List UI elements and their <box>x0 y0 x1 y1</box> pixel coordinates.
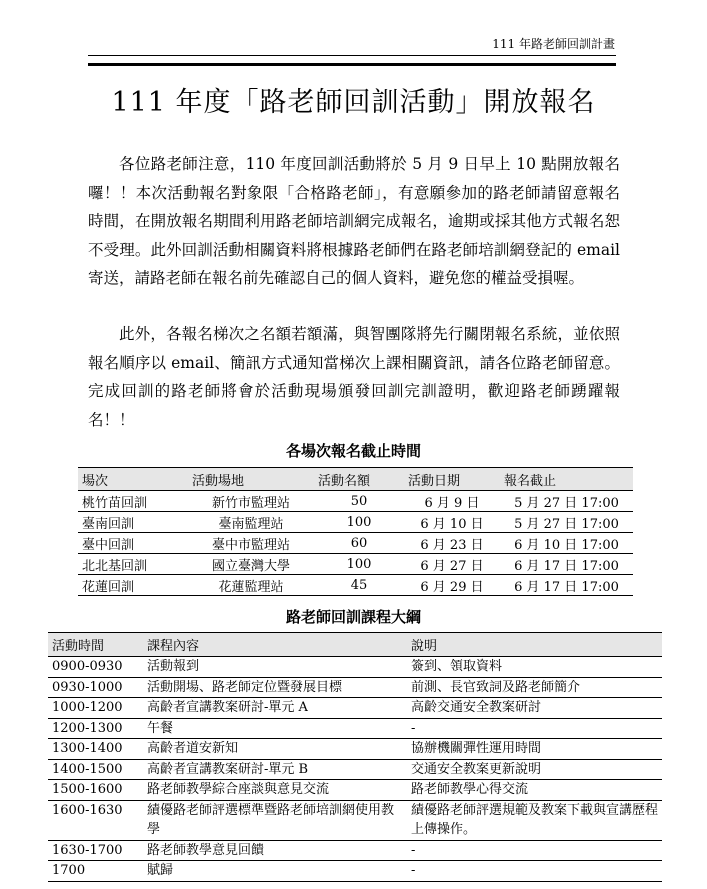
table-row <box>48 677 662 698</box>
venue-cell: 新竹市監理站 <box>188 491 314 512</box>
session-cell: 臺南回訓 <box>78 512 188 533</box>
outline-col-header: 說明 <box>407 633 662 657</box>
deadline-cell: 6 月 17 日 17:00 <box>500 554 633 575</box>
table-row <box>78 575 633 596</box>
course-cell: 午餐 <box>143 718 407 739</box>
time-cell: 1600-1630 <box>48 800 143 840</box>
course-cell: 高齡者宣講教案研討-單元 B <box>143 759 407 780</box>
outline-table-title: 路老師回訓課程大綱 <box>285 608 421 626</box>
table-row <box>48 759 662 780</box>
schedule-col-header: 活動名額 <box>314 468 404 491</box>
session-cell: 臺中回訓 <box>78 533 188 554</box>
course-cell: 活動報到 <box>143 657 407 678</box>
note-cell: 路老師教學心得交流 <box>407 780 662 801</box>
table-row <box>78 533 633 554</box>
table-row <box>48 718 662 739</box>
table-row <box>48 840 662 861</box>
course-cell: 高齡者道安新知 <box>143 739 407 760</box>
venue-cell: 臺南監理站 <box>188 512 314 533</box>
time-cell: 1630-1700 <box>48 840 143 861</box>
schedule-col-header: 活動場地 <box>188 468 314 491</box>
date-cell: 6 月 27 日 <box>404 554 500 575</box>
time-cell: 1300-1400 <box>48 739 143 760</box>
running-header: 111 年路老師回訓計畫 <box>492 37 615 51</box>
quota-cell: 60 <box>314 533 404 554</box>
quota-cell: 50 <box>314 491 404 512</box>
schedule-col-header: 活動日期 <box>404 468 500 491</box>
paragraph-intro: 各位路老師注意，110 年度回訓活動將於 5 月 9 日早上 10 點開放報名囉！！本次活動報名對象限「合格路老師」，有意願參加的路老師請留意報名時間，在開放報名期間利用路老師培訓網完成報名，逾期或採其他方式報名恕不受理。此外回訓活動相關資料將根據路老師們在路老師培訓網登記的 email 寄送，請路老師在報名前先確認自己的個人資料，避免您的權益受損喔。 <box>88 155 620 287</box>
deadline-cell: 6 月 10 日 17:00 <box>500 533 633 554</box>
venue-cell: 國立臺灣大學 <box>188 554 314 575</box>
note-cell: 前測、長官致詞及路老師簡介 <box>407 677 662 698</box>
table-row <box>48 861 662 882</box>
date-cell: 6 月 9 日 <box>404 491 500 512</box>
quota-cell: 45 <box>314 575 404 596</box>
course-cell: 活動開場、路老師定位暨發展目標 <box>143 677 407 698</box>
time-cell: 1200-1300 <box>48 718 143 739</box>
course-cell: 高齡者宣講教案研討-單元 A <box>143 698 407 719</box>
schedule-col-header: 報名截止 <box>500 468 633 491</box>
time-cell: 1700 <box>52 863 86 878</box>
time-cell: 0930-1000 <box>48 677 143 698</box>
header-rule-thick <box>88 63 616 66</box>
header-rule-thin <box>88 55 616 56</box>
session-cell: 花蓮回訓 <box>78 575 188 596</box>
course-cell: 賦歸 <box>147 863 174 878</box>
note-cell: - <box>411 863 416 878</box>
paragraph-notice: 此外，各報名梯次之名額若額滿，與智團隊將先行關閉報名系統，並依照報名順序以 email、簡訊方式通知當梯次上課相關資訊，請各位路老師留意。完成回訓的路老師將會於活動現場頒發回訓完訓證明，歡迎路老師踴躍報名！！ <box>88 325 620 429</box>
date-cell: 6 月 10 日 <box>404 512 500 533</box>
time-cell: 1000-1200 <box>48 698 143 719</box>
deadline-cell: 5 月 27 日 17:00 <box>500 512 633 533</box>
date-cell: 6 月 23 日 <box>404 533 500 554</box>
venue-cell: 臺中市監理站 <box>188 533 314 554</box>
table-row <box>48 800 662 840</box>
note-cell: 交通安全教案更新說明 <box>407 759 662 780</box>
note-cell: 高齡交通安全教案研討 <box>407 698 662 719</box>
course-cell: 路老師教學綜合座談與意見交流 <box>143 780 407 801</box>
schedule-col-header: 場次 <box>78 468 188 491</box>
schedule-table-title: 各場次報名截止時間 <box>285 442 421 460</box>
note-cell: 簽到、領取資料 <box>407 657 662 678</box>
course-cell: 路老師教學意見回饋 <box>143 840 407 861</box>
time-cell: 1500-1600 <box>48 780 143 801</box>
venue-cell: 花蓮監理站 <box>188 575 314 596</box>
table-row <box>48 739 662 760</box>
table-row <box>48 657 662 678</box>
page-title: 111 年度「路老師回訓活動」開放報名 <box>111 87 596 118</box>
time-cell: 1400-1500 <box>48 759 143 780</box>
note-cell: 協辦機關彈性運用時間 <box>407 739 662 760</box>
schedule-table <box>78 467 633 596</box>
outline-header-row <box>48 633 662 657</box>
table-row <box>78 491 633 512</box>
table-row <box>48 698 662 719</box>
outline-col-header: 活動時間 <box>48 633 143 657</box>
outline-col-header: 課程內容 <box>143 633 407 657</box>
note-cell: - <box>407 840 662 861</box>
session-cell: 桃竹苗回訓 <box>78 491 188 512</box>
note-cell: 績優路老師評選規範及教案下載與宣講歷程上傳操作。 <box>407 800 662 840</box>
schedule-header-row <box>78 468 633 491</box>
note-cell: - <box>407 718 662 739</box>
table-row <box>78 554 633 575</box>
deadline-cell: 6 月 17 日 17:00 <box>500 575 633 596</box>
course-cell: 績優路老師評選標準暨路老師培訓網使用教學 <box>143 800 407 840</box>
outline-table <box>48 632 662 882</box>
session-cell: 北北基回訓 <box>78 554 188 575</box>
time-cell: 0900-0930 <box>48 657 143 678</box>
table-row <box>78 512 633 533</box>
quota-cell: 100 <box>314 512 404 533</box>
table-row <box>48 780 662 801</box>
date-cell: 6 月 29 日 <box>404 575 500 596</box>
quota-cell: 100 <box>314 554 404 575</box>
deadline-cell: 5 月 27 日 17:00 <box>500 491 633 512</box>
